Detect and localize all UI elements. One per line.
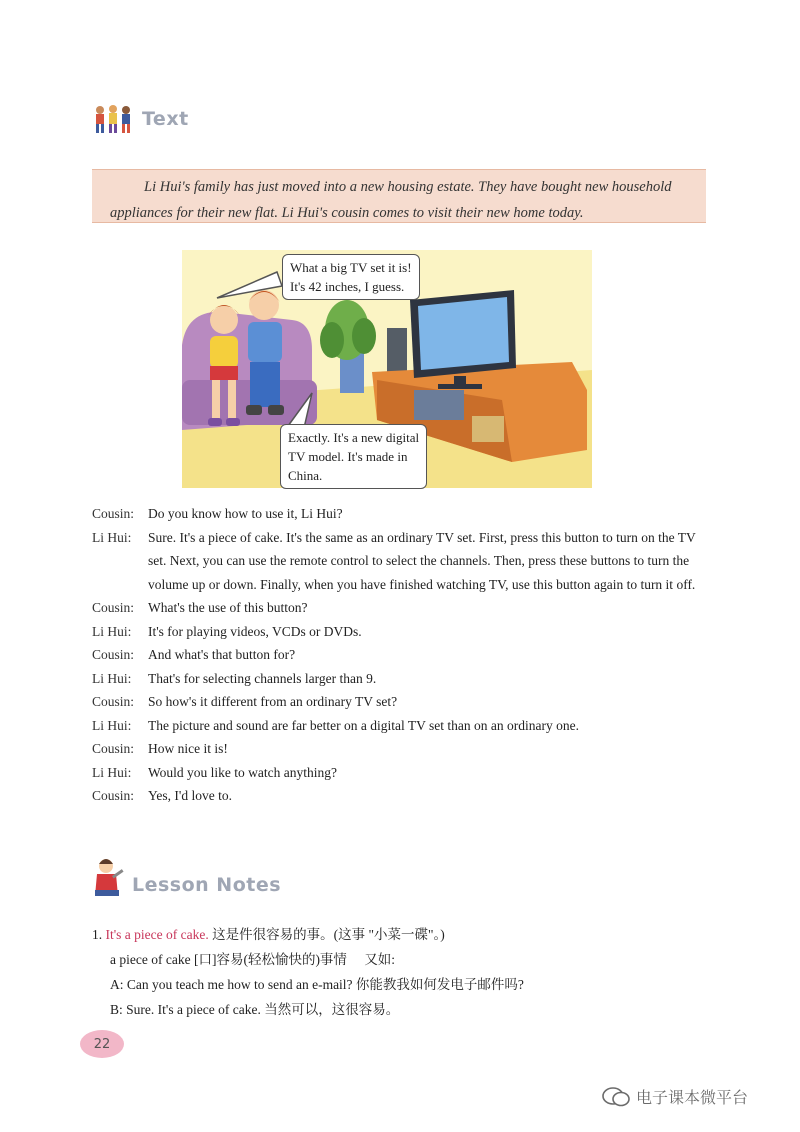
- bubble-top-line-2: It's 42 inches, I guess.: [290, 279, 405, 294]
- speech: That's for selecting channels larger than 9.: [148, 670, 377, 686]
- speaker: Cousin:: [92, 694, 135, 709]
- watermark-text: 电子课本微平台: [636, 1088, 749, 1107]
- dialogue-line: [92, 526, 712, 597]
- definition-en: a piece of cake: [110, 952, 191, 967]
- speech: It's for playing videos, VCDs or DVDs.: [148, 623, 362, 639]
- lesson-notes-title: Lesson Notes: [132, 874, 282, 896]
- speaker: Cousin:: [92, 600, 135, 615]
- speech: Do you know how to use it, Li Hui?: [148, 506, 343, 521]
- speaker: Li Hui:: [92, 670, 132, 686]
- speech: Would you like to watch anything?: [148, 764, 337, 780]
- page-number-text: 22: [93, 1036, 111, 1052]
- example-a: [92, 972, 732, 997]
- speech-bubble-top: [282, 254, 420, 300]
- speaker: Cousin:: [92, 788, 135, 803]
- example-b: [92, 997, 732, 1022]
- chat-bubble-icon: [602, 1087, 630, 1107]
- text-heading: [92, 103, 189, 135]
- dialogue-line: [92, 502, 712, 526]
- lesson-notes: [92, 922, 732, 1022]
- speech: The picture and sound are far better on a digital TV set than on an ordinary one.: [148, 717, 579, 733]
- note-definition: [92, 947, 732, 972]
- example-a-text: Can you teach me how to send an e-mail? 你能教我如何发电子邮件吗?: [126, 977, 524, 992]
- speaker: Cousin:: [92, 647, 135, 662]
- dialogue-line: [92, 667, 712, 691]
- speech: How nice it is!: [148, 741, 228, 756]
- dialogue-line: [92, 643, 712, 667]
- bubble-bottom-line-2: TV model. It's made in: [288, 449, 408, 464]
- note-phrase: It's a piece of cake.: [105, 927, 209, 942]
- bubble-bottom-line-3: China.: [288, 468, 323, 483]
- speaker: Cousin:: [92, 506, 135, 521]
- bubble-bottom-line-1: Exactly. It's a new digital: [288, 430, 420, 445]
- speaker: Li Hui:: [92, 717, 132, 733]
- people-icon: [92, 103, 138, 135]
- page-number: [80, 1030, 124, 1058]
- speaker: Li Hui:: [92, 623, 132, 639]
- speech-bubble-bottom: [280, 424, 427, 489]
- dialogue-line: [92, 737, 712, 761]
- dialogue-line: [92, 784, 712, 808]
- text-section-title: Text: [142, 108, 189, 130]
- speech: And what's that button for?: [148, 647, 296, 662]
- note-phrase-translation: 这是件很容易的事。(这事 "小菜一碟"。): [212, 927, 445, 942]
- example-b-label: B:: [110, 1002, 123, 1017]
- dialogue-line: [92, 620, 712, 644]
- speaker: Cousin:: [92, 741, 135, 756]
- note-number: 1.: [92, 927, 103, 942]
- intro-text: Li Hui's family has just moved into a new housing estate. They have bought new household appliances for their new flat. Li Hui's cousin comes to visit their new home today.: [110, 179, 672, 221]
- example-a-label: A:: [110, 977, 124, 992]
- watermark: [602, 1085, 748, 1108]
- speaker: Li Hui:: [92, 764, 132, 780]
- speech: Sure. It's a piece of cake. It's the same as an ordinary TV set. First, press this button to turn on the TV set. Next, you can use the remote control to select the channels. Then, press these buttons to turn the volume up or down. Finally, when you have finished watching TV, use this button again to turn it off.: [148, 529, 696, 592]
- example-label: 又如:: [364, 952, 396, 967]
- intro-box: [92, 169, 706, 223]
- speech: What's the use of this button?: [148, 600, 308, 615]
- note-item-1: [92, 922, 732, 947]
- example-b-text: Sure. It's a piece of cake. 当然可以，这很容易。: [126, 1002, 400, 1017]
- speech: So how's it different from an ordinary TV set?: [148, 694, 398, 709]
- speech: Yes, I'd love to.: [148, 788, 232, 803]
- dialogue-line: [92, 596, 712, 620]
- lesson-notes-heading: [92, 856, 281, 898]
- teacher-icon: [92, 856, 126, 898]
- speaker: Li Hui:: [92, 529, 132, 545]
- dialogue-line: [92, 714, 712, 738]
- definition-cn: [口]容易(轻松愉快的)事情: [193, 952, 347, 967]
- dialogue-line: [92, 761, 712, 785]
- dialogue: [92, 502, 712, 808]
- illustration: [182, 250, 592, 488]
- bubble-top-line-1: What a big TV set it is!: [290, 260, 412, 275]
- dialogue-line: [92, 690, 712, 714]
